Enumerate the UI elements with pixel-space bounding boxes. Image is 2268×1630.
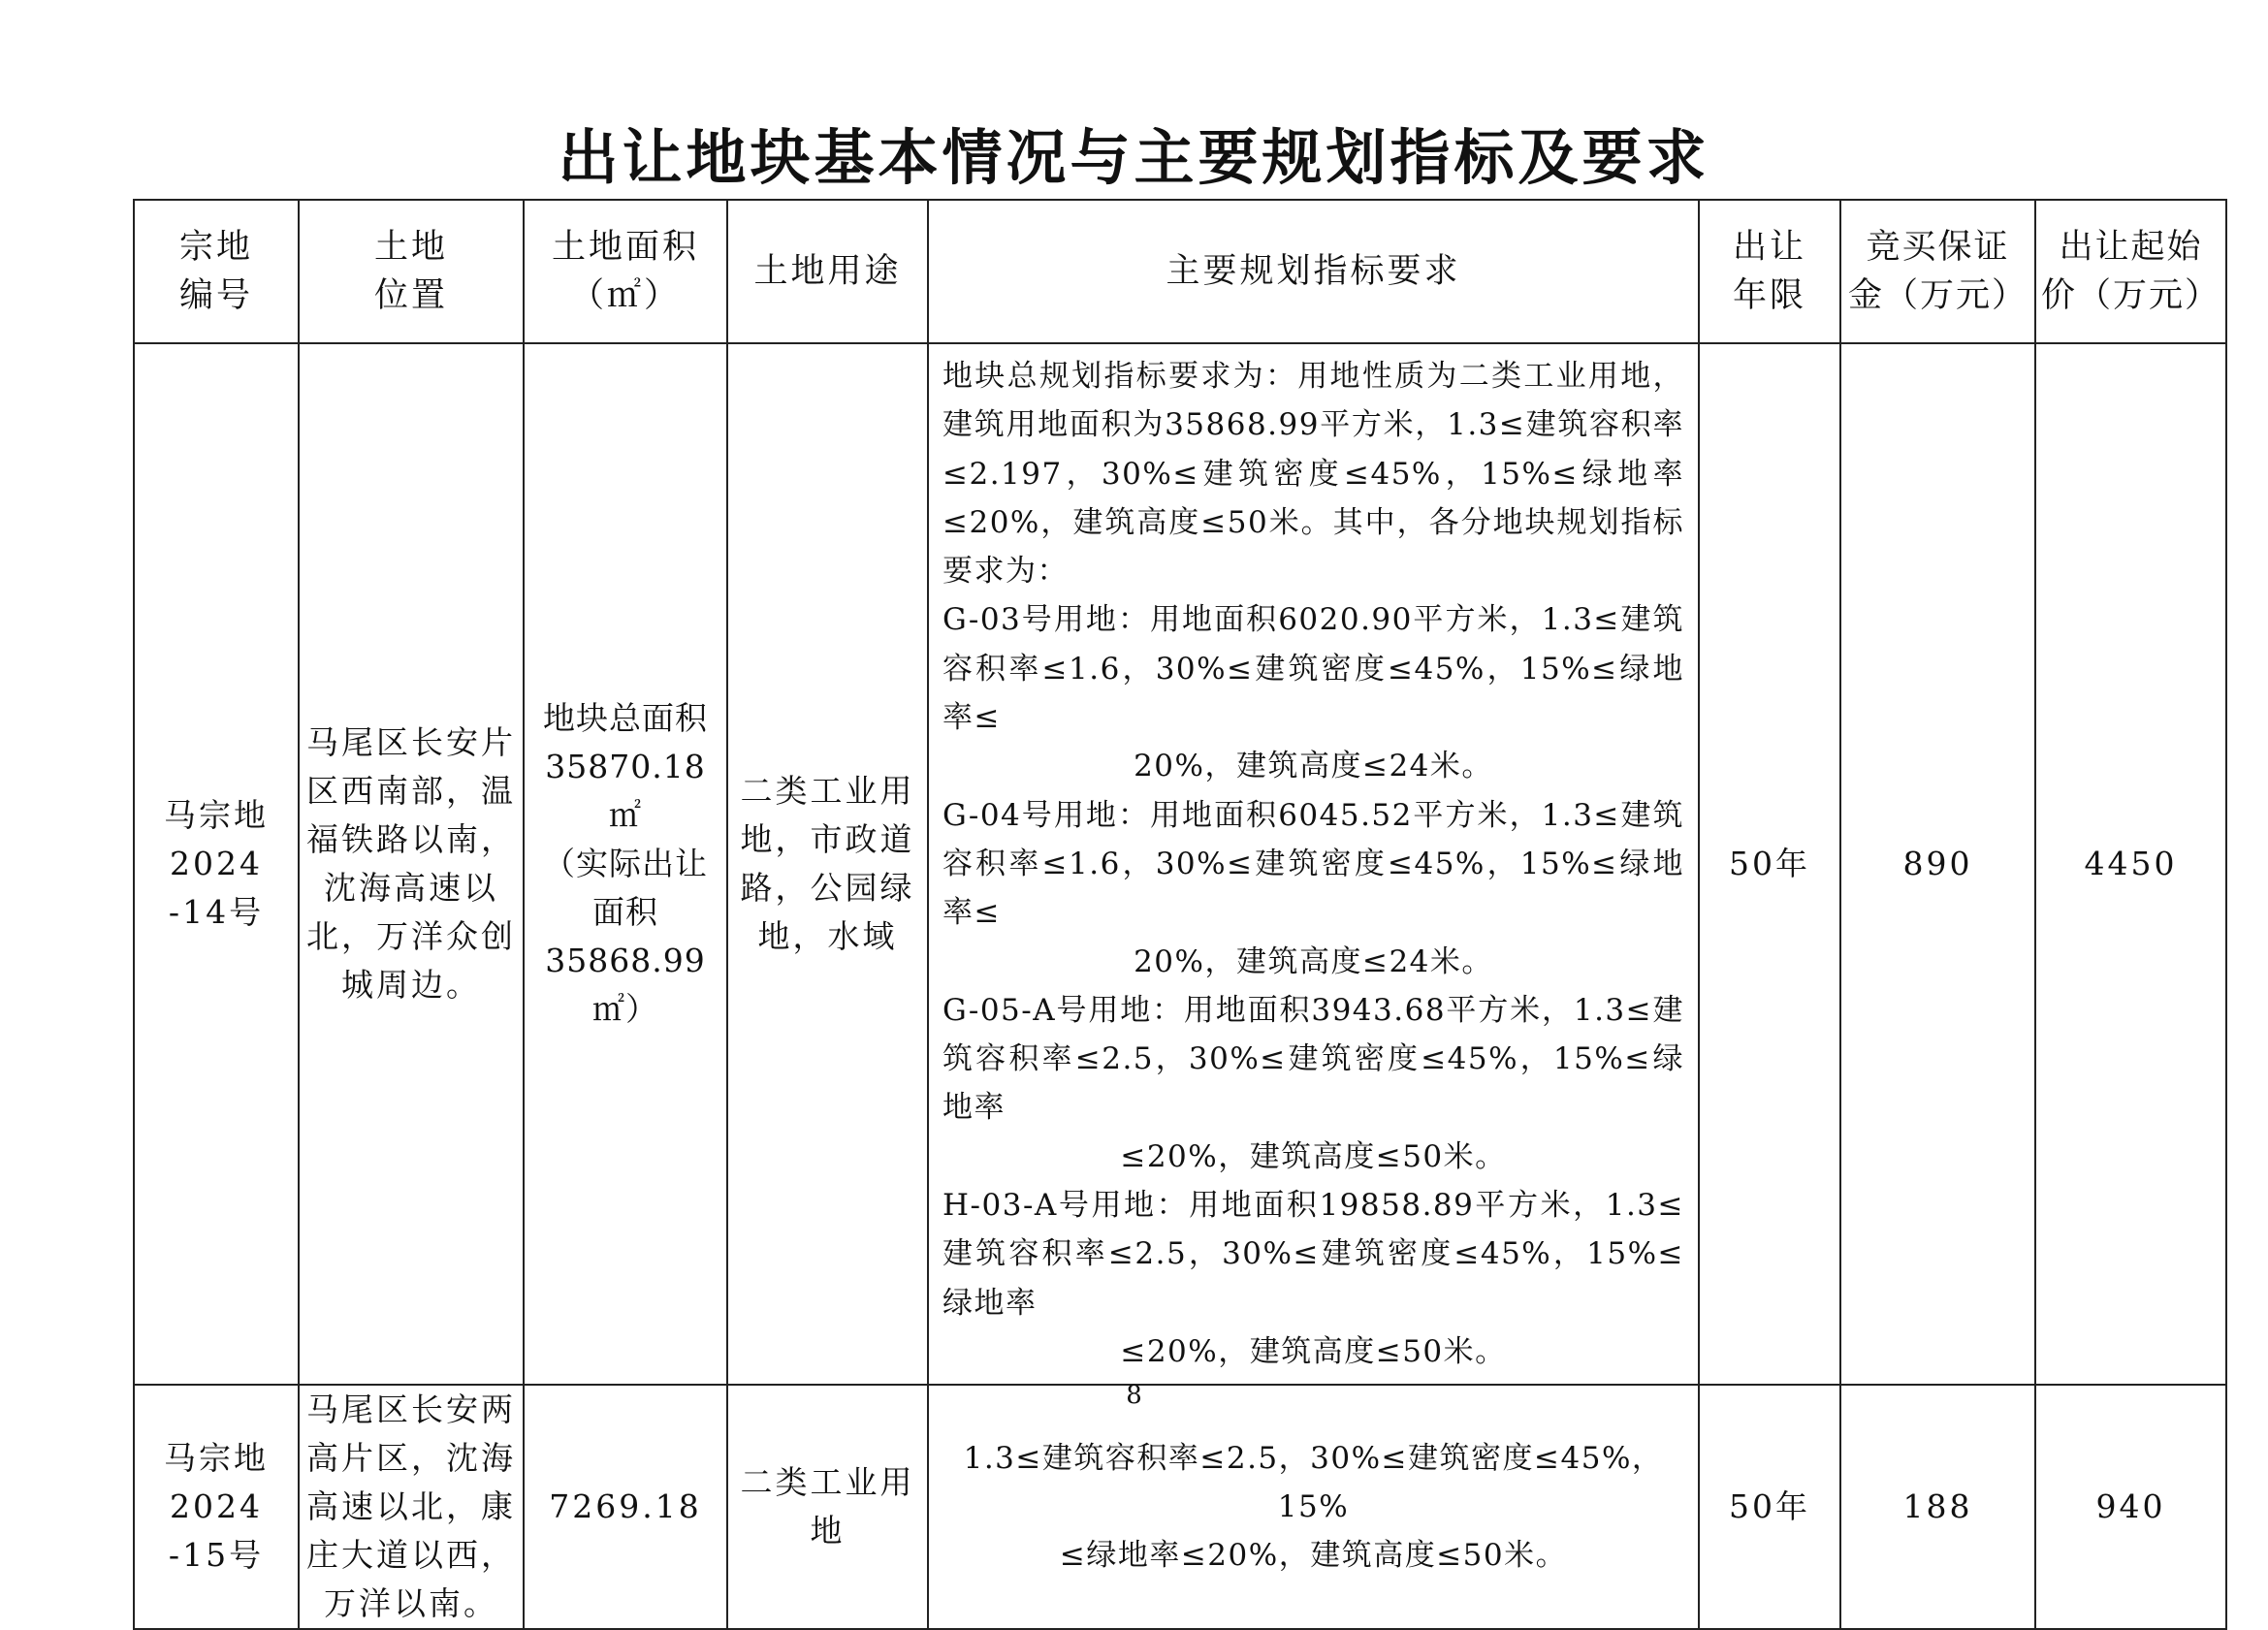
plan-tail: ≤绿地率≤20%，建筑高度≤50米。	[1059, 1538, 1568, 1574]
plan-sub-g04: G-04号用地：用地面积6045.52平方米，1.3≤建筑容积率≤1.6，30%≤建筑密度≤45%，15%≤绿地率≤	[942, 797, 1684, 931]
location-cell: 马尾区长安两 高片区，沈海 高速以北，康 庄大道以西， 万洋以南。	[299, 1385, 524, 1629]
header-location: 土地 位置	[299, 200, 524, 343]
parcel-id-cell: 马宗地 2024 -14号	[134, 343, 299, 1385]
deposit-cell: 188	[1840, 1385, 2035, 1629]
usage-cell: 二类工业用 地，市政道 路，公园绿 地，水域	[727, 343, 928, 1385]
header-plan: 主要规划指标要求	[928, 200, 1699, 343]
page-number: 8	[1126, 1381, 1142, 1410]
area-cell: 7269.18	[524, 1385, 727, 1629]
plan-sub-h03a: H-03-A号用地：用地面积19858.89平方米，1.3≤建筑容积率≤2.5，30%≤建筑密度≤45%，15%≤绿地率	[942, 1188, 1684, 1321]
table-row	[134, 343, 2226, 1385]
plan-sub-g04-tail: 20%，建筑高度≤24米。	[1134, 943, 1493, 979]
deposit-cell: 890	[1840, 343, 2035, 1385]
start-price-cell: 4450	[2035, 343, 2226, 1385]
header-usage: 土地用途	[727, 200, 928, 343]
parcel-id-cell: 马宗地 2024 -15号	[134, 1385, 299, 1629]
plan-sub-g05a-tail: ≤20%，建筑高度≤50米。	[1120, 1138, 1507, 1174]
header-term: 出让 年限	[1699, 200, 1840, 343]
plan-cell	[928, 343, 1699, 1385]
header-deposit: 竞买保证 金（万元）	[1840, 200, 2035, 343]
plan-sub-h03a-tail: ≤20%，建筑高度≤50米。	[1120, 1333, 1507, 1369]
header-start-price: 出让起始 价（万元）	[2035, 200, 2226, 343]
plan-intro: 地块总规划指标要求为：用地性质为二类工业用地，建筑用地面积为35868.99平方米，1.3≤建筑容积率≤2.197，30%≤建筑密度≤45%，15%≤绿地率≤20%，建筑高度≤50米。其中，各分地块规划指标要求为：	[942, 359, 1684, 590]
plan-main: 1.3≤建筑容积率≤2.5，30%≤建筑密度≤45%，15%	[963, 1440, 1664, 1525]
area-cell: 地块总面积 35870.18㎡ （实际出让 面积 35868.99 ㎡）	[524, 343, 727, 1385]
term-cell: 50年	[1699, 1385, 1840, 1629]
table-header-row	[134, 200, 2226, 343]
plan-sub-g03-tail: 20%，建筑高度≤24米。	[1134, 749, 1493, 784]
start-price-cell: 940	[2035, 1385, 2226, 1629]
usage-cell: 二类工业用 地	[727, 1385, 928, 1629]
plan-cell	[928, 1385, 1699, 1629]
land-parcel-table	[133, 199, 2227, 1630]
plan-sub-g03: G-03号用地：用地面积6020.90平方米，1.3≤建筑容积率≤1.6，30%≤建筑密度≤45%，15%≤绿地率≤	[942, 602, 1684, 736]
term-cell: 50年	[1699, 343, 1840, 1385]
header-area: 土地面积 （㎡）	[524, 200, 727, 343]
header-parcel-id: 宗地 编号	[134, 200, 299, 343]
plan-sub-g05a: G-05-A号用地：用地面积3943.68平方米，1.3≤建筑容积率≤2.5，30%≤建筑密度≤45%，15%≤绿地率	[942, 992, 1684, 1126]
table-row	[134, 1385, 2226, 1629]
document-title: 出让地块基本情况与主要规划指标及要求	[558, 122, 1710, 193]
location-cell: 马尾区长安片 区西南部，温 福铁路以南， 沈海高速以 北，万洋众创 城周边。	[299, 343, 524, 1385]
